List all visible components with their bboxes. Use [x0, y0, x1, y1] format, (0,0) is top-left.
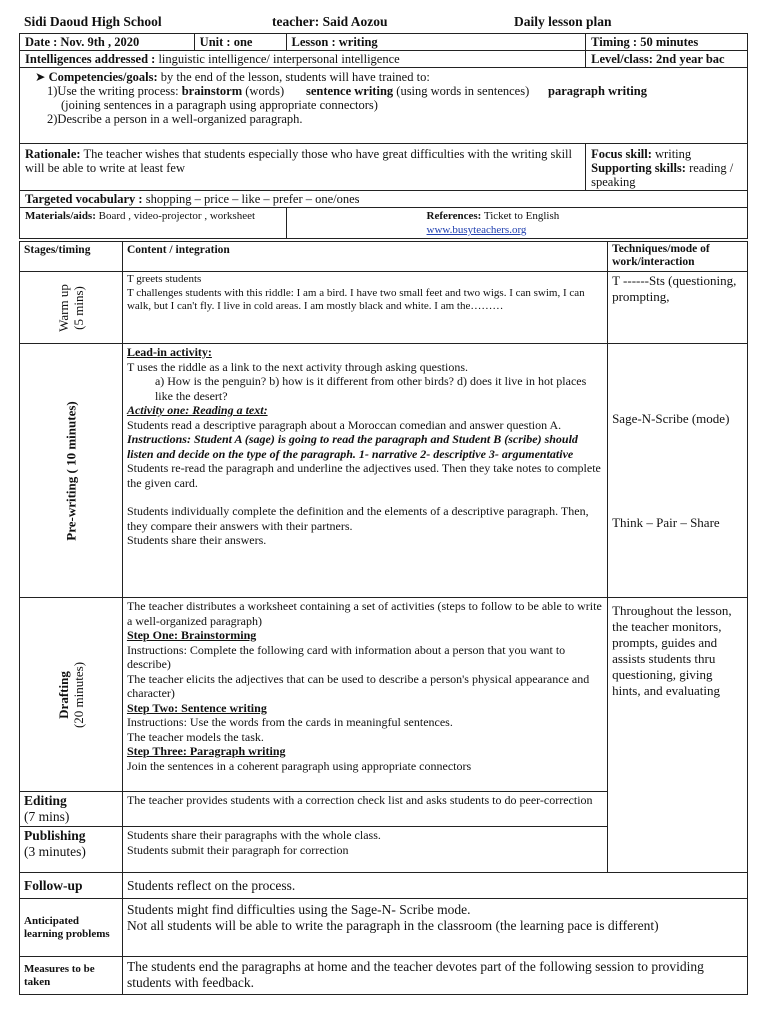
leadin-questions: a) How is the penguin? b) how is it different from other birds? d) does it live in hot places like the desert? [154, 374, 587, 403]
competencies-cell [20, 68, 748, 144]
lesson-stages-table [19, 241, 748, 995]
goal-sentence-detail: (using words in sentences) [396, 84, 530, 98]
measures-content-cell: The students end the paragraphs at home and the teacher devotes part of the following session to providing students with feedback. [122, 957, 747, 995]
followup-row [20, 873, 748, 899]
materials-label: Materials/aids: [25, 210, 96, 222]
supporting-label: Supporting skills: [591, 161, 686, 175]
intelligences-value: linguistic intelligence/ interpersonal intelligence [158, 52, 400, 66]
problems-line-one: Students might find difficulties using the Sage-N- Scribe mode. [126, 902, 471, 917]
activity-one-share: Students share their answers. [126, 533, 267, 547]
level-cell [586, 51, 748, 68]
focus-value: writing [655, 147, 692, 161]
prewriting-stage-cell [20, 344, 123, 598]
goal-paragraph: paragraph writing [548, 84, 647, 98]
prewriting-stage-label: Pre-writing ( 10 minutes) [63, 400, 79, 541]
drafting-stage-cell [20, 598, 123, 792]
lesson-cell: Lesson : writing [286, 34, 586, 51]
editing-stage-time: (7 mins) [24, 809, 70, 824]
step-one-elicit: The teacher elicits the adjectives that can be used to describe a person's physical appearance and character) [126, 671, 590, 700]
technique-think-pair-share: Think – Pair – Share [612, 515, 720, 530]
editing-stage-label: Editing [24, 793, 67, 808]
measures-stage-cell: Measures to be taken [20, 957, 123, 995]
goal-one-prefix: 1)Use the writing process: [47, 84, 179, 98]
info-row-header [20, 34, 748, 51]
goal-one [25, 84, 742, 98]
competencies-intro: by the end of the lesson, students will have trained to: [160, 70, 430, 84]
problems-content-cell [122, 899, 747, 957]
activity-one-reread: Students re-read the paragraph and underline the adjectives used. Then they take notes to complete the given card. [126, 461, 601, 490]
info-row-intelligences [20, 51, 748, 68]
followup-stage-cell: Follow-up [20, 873, 123, 899]
drafting-stage-label: Drafting (20 minutes) [55, 661, 86, 728]
publishing-line-two: Students submit their paragraph for correction [126, 842, 349, 857]
activity-one-instructions: Instructions: Student A (sage) is going to read the paragraph and Student B (scribe) should listen and decide on the type of the paragraph. 1- narrative 2- descriptive 3- argumentative [126, 432, 578, 461]
technique-sage-n-scribe: Sage-N-Scribe (mode) [612, 411, 730, 426]
activity-one-text: Students read a descriptive paragraph about a Moroccan comedian and answer question A. [126, 417, 562, 432]
vocab-label: Targeted vocabulary : [25, 192, 143, 206]
materials-value: Board , video-projector , worksheet [98, 210, 256, 222]
references-value: Ticket to English [483, 210, 560, 222]
col-techniques-header: Techniques/mode of work/interaction [608, 242, 748, 272]
warmup-riddle: T challenges students with this riddle: I am a bird. I have two small feet and two wigs. I can swim, I can walk, but I can't fly. I live in cold areas. I am mostly black and white. I am the……… [126, 286, 585, 312]
warmup-content-cell [122, 272, 607, 344]
step-one-title: Step One: Brainstorming [126, 628, 257, 642]
step-two-model: The teacher models the task. [126, 729, 264, 744]
publishing-stage-cell [20, 827, 123, 873]
drafting-row [20, 598, 748, 792]
references-link[interactable]: www.busyteachers.org [426, 224, 527, 236]
unit-cell: Unit : one [194, 34, 286, 51]
editing-content-cell: The teacher provides students with a correction check list and asks students to do peer-correction [122, 792, 607, 827]
info-row-materials [20, 208, 748, 239]
followup-content-cell: Students reflect on the process. [122, 873, 747, 899]
activity-one-individual: Students individually complete the definition and the elements of a descriptive paragraph. Then, they compare their answers with their partners. [126, 504, 589, 533]
editing-stage-cell [20, 792, 123, 827]
step-three-text: Join the sentences in a coherent paragraph using appropriate connectors [126, 758, 472, 773]
warmup-stage-label: Warm up (5 mins) [55, 283, 86, 332]
competencies-label: Competencies/goals: [48, 70, 158, 84]
rationale-label: Rationale: [25, 147, 81, 161]
rationale-cell [20, 144, 586, 191]
step-two-instructions: Instructions: Use the words from the cards in meaningful sentences. [126, 715, 453, 729]
school-name: Sidi Daoud High School [24, 14, 162, 29]
prewriting-content-cell [122, 344, 607, 598]
info-row-competencies [20, 68, 748, 144]
step-three-title: Step Three: Paragraph writing [126, 744, 286, 758]
intelligences-label: Intelligences addressed : [25, 52, 156, 66]
step-one-instructions: Instructions: Complete the following card with information about a person that you want to describe) [126, 642, 566, 671]
info-row-vocab [20, 191, 748, 208]
bullet-arrow-icon: ➤ [35, 70, 46, 84]
teacher-name: teacher: Said Aozou [272, 14, 388, 29]
prewriting-row [20, 344, 748, 598]
warmup-stage-cell [20, 272, 123, 344]
stages-header-row [20, 242, 748, 272]
step-two-title: Step Two: Sentence writing [126, 700, 267, 715]
document-header [24, 14, 748, 32]
col-content-header: Content / integration [122, 242, 607, 272]
publishing-line-one: Students share their paragraphs with the whole class. [126, 828, 381, 842]
publishing-content-cell [122, 827, 607, 873]
drafting-content-cell [122, 598, 607, 792]
problems-row [20, 899, 748, 957]
publishing-stage-time: (3 minutes) [24, 844, 86, 859]
materials-cell [20, 208, 287, 239]
warmup-greet: T greets students [126, 273, 202, 285]
monitoring-technique-cell [608, 598, 748, 873]
info-row-rationale [20, 144, 748, 191]
problems-line-two: Not all students will be able to write the paragraph in the classroom (the learning pace is different) [126, 918, 659, 933]
activity-one-title: Activity one: Reading a text: [126, 403, 268, 417]
references-cell [286, 208, 747, 239]
date-cell: Date : Nov. 9th , 2020 [20, 34, 195, 51]
goal-two: 2)Describe a person in a well-organized paragraph. [47, 112, 303, 126]
goal-brainstorm: brainstorm [181, 84, 243, 98]
vocab-cell [20, 191, 748, 208]
goal-sentence: sentence writing [306, 84, 394, 98]
lesson-info-table [19, 33, 748, 239]
drafting-intro: The teacher distributes a worksheet containing a set of activities (steps to follow to be able to write a well-organized paragraph) [126, 599, 602, 628]
supporting-value: reading / speaking [591, 161, 734, 189]
rationale-text: The teacher wishes that students especially those who have great difficulties with the writing skill will be able to write at least few [25, 147, 573, 175]
prewriting-technique-cell [608, 344, 748, 598]
publishing-stage-label: Publishing [24, 828, 86, 843]
leadin-title: Lead-in activity: [126, 345, 212, 359]
leadin-text: T uses the riddle as a link to the next activity through asking questions. [126, 359, 468, 374]
warmup-technique-cell: T ------Sts (questioning, prompting, [608, 272, 748, 344]
skills-cell [586, 144, 748, 191]
goal-words: (words) [245, 84, 285, 98]
references-label: References: [426, 210, 482, 222]
col-stages-header: Stages/timing [20, 242, 123, 272]
plan-title: Daily lesson plan [514, 14, 612, 29]
focus-label: Focus skill: [591, 147, 652, 161]
level-value: Level/class: 2nd year bac [591, 52, 725, 66]
competencies-line [25, 70, 742, 84]
timing-cell: Timing : 50 minutes [586, 34, 748, 51]
problems-stage-cell: Anticipated learning problems [20, 899, 123, 957]
warmup-row [20, 272, 748, 344]
vocab-value: shopping – price – like – prefer – one/ones [145, 192, 360, 206]
goal-paragraph-detail: (joining sentences in a paragraph using appropriate connectors) [61, 98, 378, 112]
technique-monitoring: Throughout the lesson, the teacher monitors, prompts, guides and assists students thru questioning, giving hints, and evaluating [612, 603, 732, 698]
measures-row [20, 957, 748, 995]
intelligences-cell [20, 51, 586, 68]
